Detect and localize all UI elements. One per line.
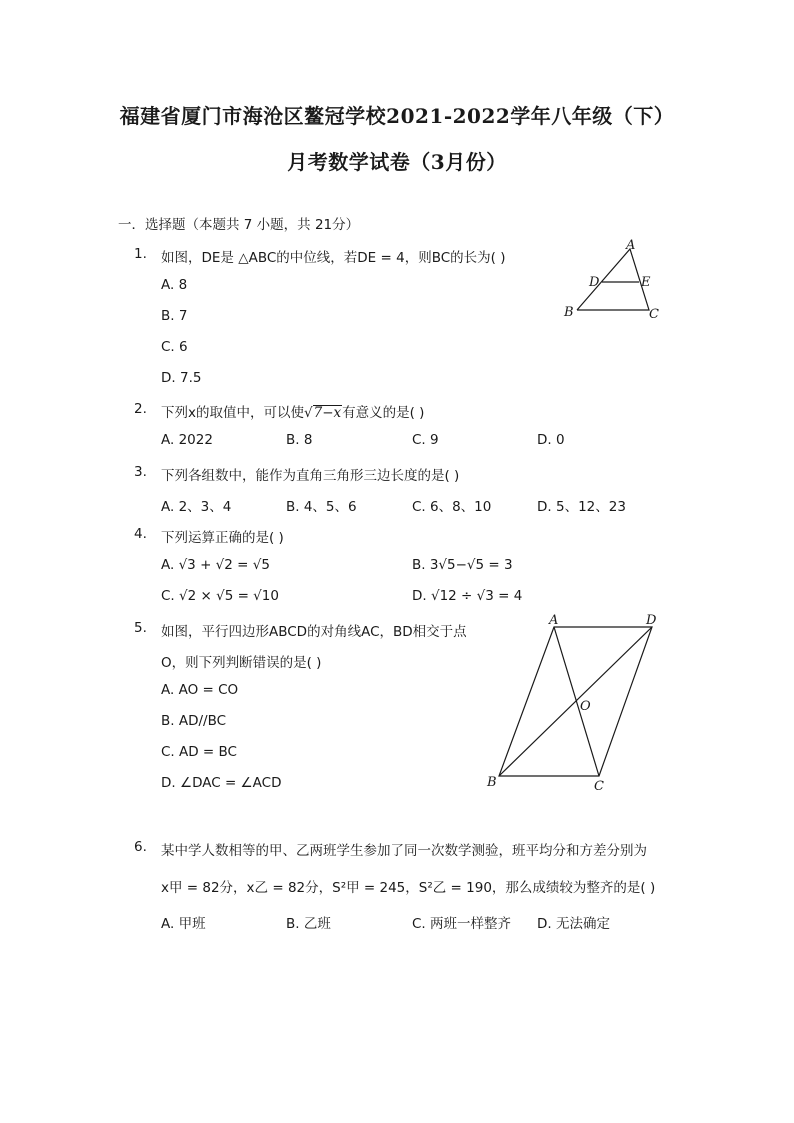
q6-option-d: D. 无法确定 — [537, 916, 610, 932]
q2-option-c: C. 9 — [412, 432, 439, 448]
q5-number: 5. — [134, 620, 147, 636]
exam-title-line2: 月考数学试卷（3月份） — [287, 150, 507, 174]
label-o: O — [580, 699, 591, 714]
q6-number: 6. — [134, 839, 147, 855]
q4-option-c: C. √2 × √5 = √10 — [161, 588, 279, 604]
diagonal-ac — [554, 627, 599, 776]
q5-option-c: C. AD = BC — [161, 744, 237, 760]
triangle-abc — [577, 249, 649, 310]
q1-text: 如图，DE是 △ABC的中位线，若DE = 4，则BC的长为( ) — [161, 250, 506, 266]
q5-text-line2: O，则下列判断错误的是( ) — [161, 655, 322, 671]
q2-option-a: A. 2022 — [161, 432, 213, 448]
label-e: E — [641, 275, 651, 290]
q1-number: 1. — [134, 246, 147, 262]
q2-option-d: D. 0 — [537, 432, 565, 448]
q3-text: 下列各组数中，能作为直角三角形三边长度的是( ) — [161, 468, 460, 484]
exam-title-line1: 福建省厦门市海沧区鳌冠学校2021-2022学年八年级（下） — [119, 104, 675, 128]
q3-number: 3. — [134, 464, 147, 480]
q6-text-line1: 某中学人数相等的甲、乙两班学生参加了同一次数学测验，班平均分和方差分别为 — [161, 843, 647, 859]
q3-option-a: A. 2、3、4 — [161, 499, 232, 515]
q2-text: 下列x的取值中，可以使√7−x有意义的是( ) — [161, 405, 425, 421]
q1-option-d: D. 7.5 — [161, 370, 202, 386]
q1-option-a: A. 8 — [161, 277, 188, 293]
q4-option-a: A. √3 + √2 = √5 — [161, 557, 270, 573]
q2-text-pre: 下列x的取值中，可以使 — [161, 405, 304, 421]
q2-text-post: 有意义的是( ) — [342, 405, 425, 421]
q5-option-a: A. AO = CO — [161, 682, 239, 698]
q5-parallelogram-figure — [480, 608, 670, 798]
q4-option-d: D. √12 ÷ √3 = 4 — [412, 588, 523, 604]
q3-option-b: B. 4、5、6 — [286, 499, 357, 515]
q4-number: 4. — [134, 526, 147, 542]
q2-radicand: 7−x — [313, 405, 342, 421]
q3-option-d: D. 5、12、23 — [537, 499, 626, 515]
label-d: D — [646, 613, 657, 628]
q6-text-line2: x甲 = 82分，x乙 = 82分，S²甲 = 245，S²乙 = 190，那么成绩较为整齐的是( ) — [161, 880, 656, 896]
q5-option-d: D. ∠DAC = ∠ACD — [161, 775, 282, 791]
label-c: C — [649, 307, 659, 322]
q2-number: 2. — [134, 401, 147, 417]
q2-option-b: B. 8 — [286, 432, 313, 448]
section-heading: 一．选择题（本题共 7 小题，共 21分） — [118, 217, 360, 233]
diagonal-bd — [499, 627, 652, 776]
label-d: D — [589, 275, 600, 290]
q5-text-line1: 如图，平行四边形ABCD的对角线AC，BD相交于点 — [161, 624, 467, 640]
label-a: A — [549, 613, 559, 628]
q5-option-b: B. AD//BC — [161, 713, 227, 729]
q6-option-b: B. 乙班 — [286, 916, 331, 932]
q1-option-b: B. 7 — [161, 308, 188, 324]
label-a: A — [626, 238, 636, 253]
label-b: B — [487, 775, 497, 790]
q4-text: 下列运算正确的是( ) — [161, 530, 284, 546]
q3-option-c: C. 6、8、10 — [412, 499, 492, 515]
q6-option-c: C. 两班一样整齐 — [412, 916, 512, 932]
q4-option-b: B. 3√5−√5 = 3 — [412, 557, 513, 573]
label-b: B — [564, 305, 574, 320]
q1-option-c: C. 6 — [161, 339, 188, 355]
label-c: C — [594, 779, 604, 794]
q1-triangle-figure — [556, 234, 666, 322]
q6-option-a: A. 甲班 — [161, 916, 206, 932]
